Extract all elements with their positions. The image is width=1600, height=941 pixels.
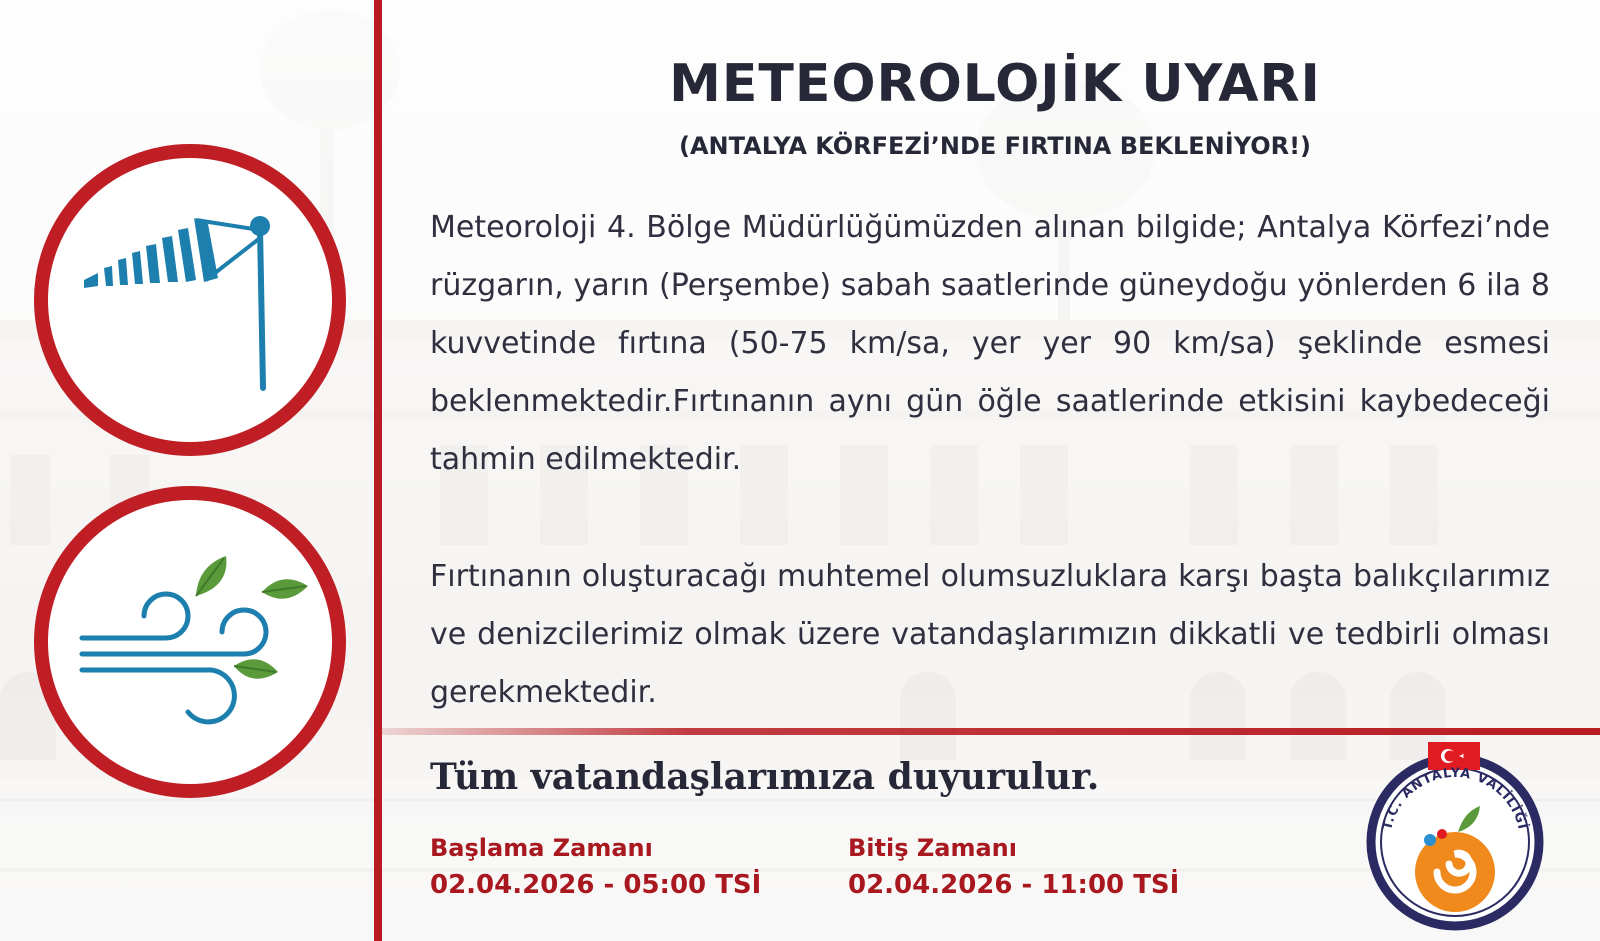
logo-text: T.C. ANTALYA VALİLİĞİ bbox=[1380, 765, 1530, 832]
wind-leaves-icon bbox=[48, 500, 332, 784]
page-title: METEOROLOJİK UYARI bbox=[669, 54, 1321, 114]
page-subtitle: (ANTALYA KÖRFEZİ’NDE FIRTINA BEKLENİYOR!) bbox=[678, 132, 1312, 160]
end-time-value: 02.04.2026 - 11:00 TSİ bbox=[848, 870, 1180, 900]
warning-paragraph-1: Meteoroloji 4. Bölge Müdürlüğümüzden alınan bilgide; Antalya Körfezi’nde rüzgarın, yarın (Perşembe) sabah saatlerinde güneydoğu yönlerden 6 ila 8 kuvvetinde fırtına (50-75 km/sa, yer yer 90 km/sa) şeklinde esmesi beklenmektedir.Fırtınanın aynı gün öğle saatlerinde etkisini kaybedeceği tahmin edilmektedir. bbox=[430, 210, 1550, 477]
wind-badge bbox=[34, 486, 346, 798]
start-time-label: Başlama Zamanı bbox=[430, 834, 653, 862]
end-time-label: Bitiş Zamanı bbox=[848, 834, 1017, 862]
vertical-red-divider bbox=[374, 0, 382, 941]
windsock-icon bbox=[48, 158, 332, 442]
closing-statement: Tüm vatandaşlarımıza duyurulur. bbox=[430, 756, 1100, 798]
start-time-value: 02.04.2026 - 05:00 TSİ bbox=[430, 870, 762, 900]
antalya-valiligi-logo bbox=[1360, 742, 1550, 932]
windsock-badge bbox=[34, 144, 346, 456]
horizontal-red-divider bbox=[382, 728, 1600, 735]
warning-paragraph-2: Fırtınanın oluşturacağı muhtemel olumsuzluklara karşı başta balıkçılarımız ve denizcilerimiz olmak üzere vatandaşlarımızın dikkatli ve tedbirli olması gerekmektedir. bbox=[430, 559, 1550, 710]
